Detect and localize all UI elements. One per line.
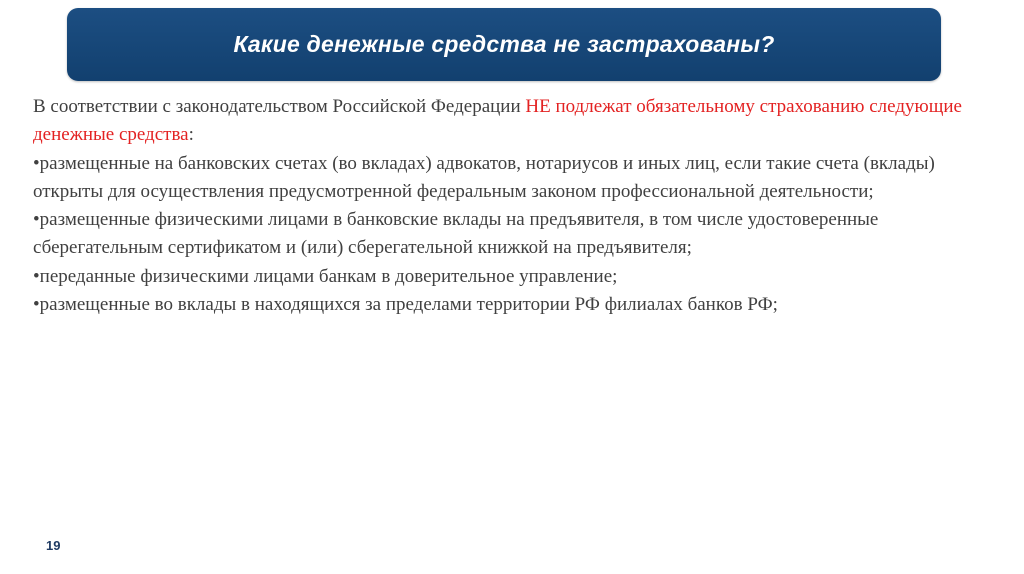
slide-title: Какие денежные средства не застрахованы? xyxy=(233,31,775,57)
bullet-item-2: •размещенные физическими лицами в банковские вклады на предъявителя, в том числе удостоверенные сберегательным сертификатом и (или) сберегательной книжкой на предъявителя; xyxy=(33,209,879,259)
bullet-item-3: •переданные физическими лицами банкам в доверительное управление; xyxy=(33,265,618,287)
intro-paragraph xyxy=(33,93,1005,150)
bullet-item-1: •размещенные на банковских счетах (во вкладах) адвокатов, нотариусов и иных лиц, если такие счета (вклады) открыты для осуществления предусмотренной федеральным законом профессиональной деятельности; xyxy=(33,152,935,202)
intro-highlight: НЕ подлежат обязательному страхованию следующие денежные средства xyxy=(33,96,962,146)
intro-tail: : xyxy=(188,124,194,146)
bullet-item-4: •размещенные во вклады в находящихся за пределами территории РФ филиалах банков РФ; xyxy=(33,294,778,316)
title-bar xyxy=(67,8,941,81)
intro-text: В соответствии с законодательством Российской Федерации xyxy=(33,96,526,117)
slide-body xyxy=(33,93,1005,319)
page-number: 19 xyxy=(46,538,61,553)
